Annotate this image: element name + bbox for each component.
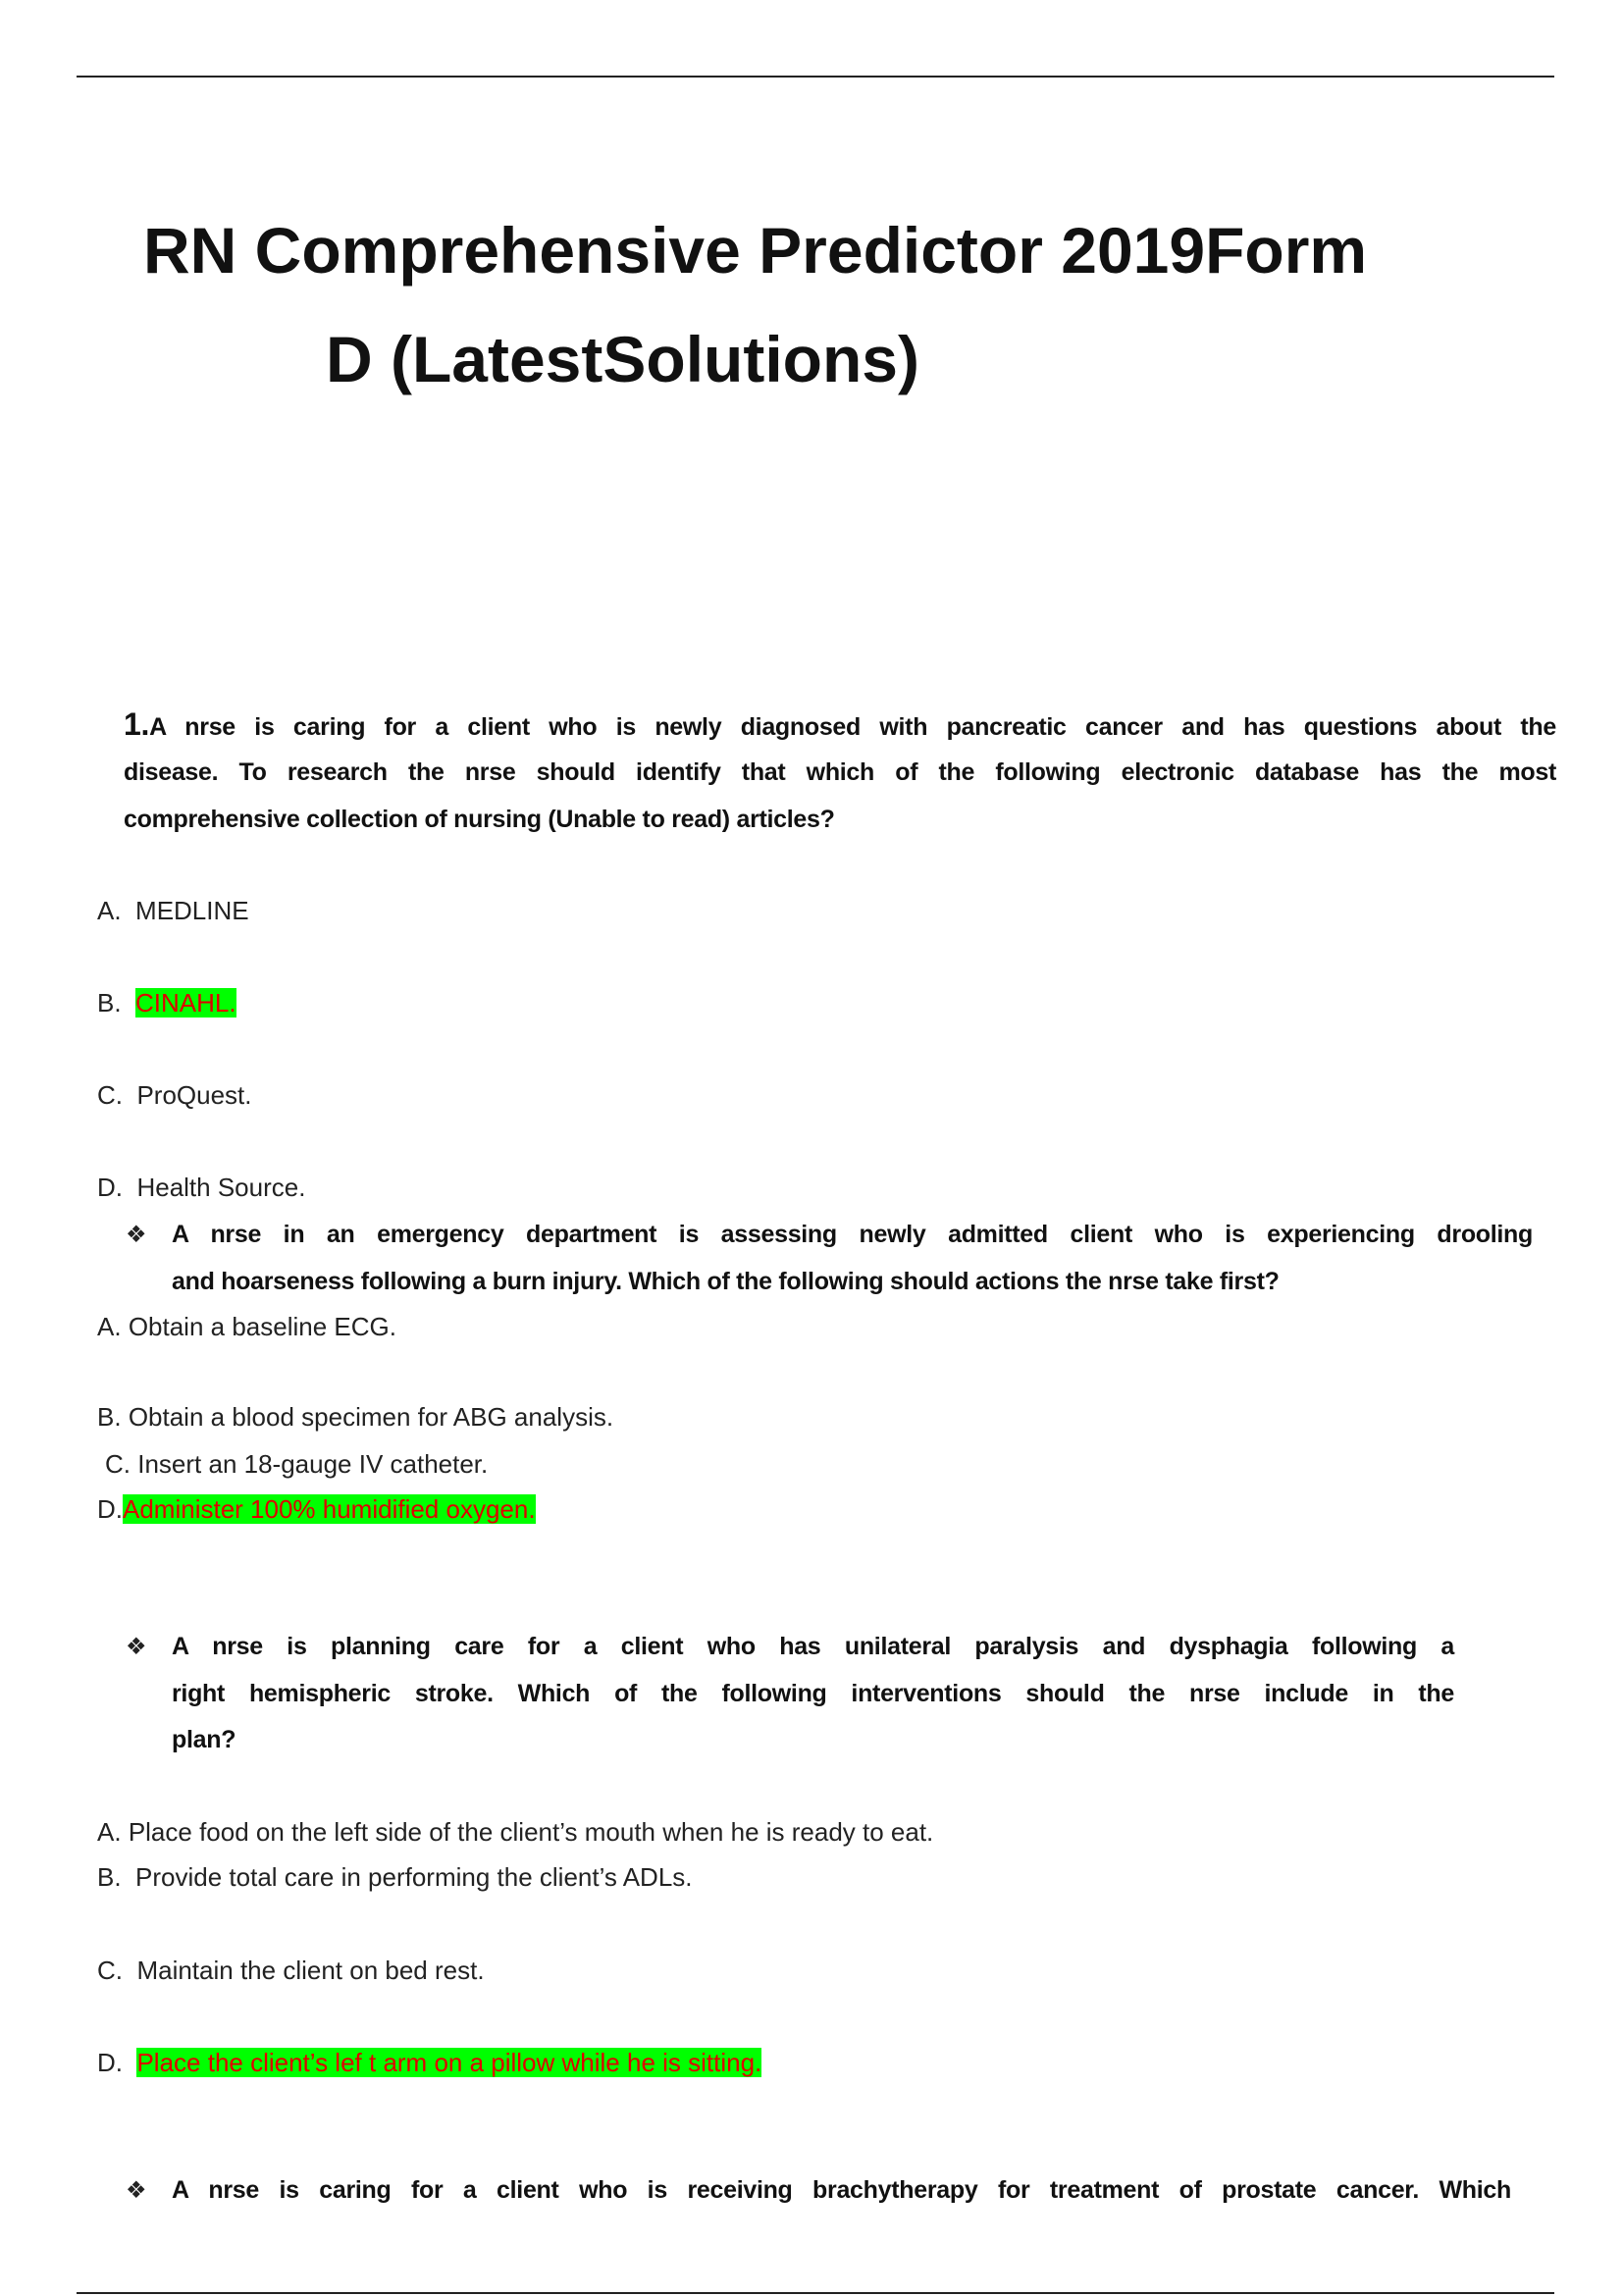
option-d: D.Administer 100% humidified oxygen. bbox=[97, 1494, 536, 1524]
option-a: A. MEDLINE bbox=[97, 896, 249, 925]
option-c: C. Insert an 18-gauge IV catheter. bbox=[105, 1449, 489, 1479]
diamond-bullet-icon: ❖ bbox=[126, 2177, 147, 2204]
correct-answer-highlight: Place the client’s lef t arm on a pillow while he is sitting. bbox=[136, 2048, 762, 2077]
question-number: 1. bbox=[124, 706, 150, 742]
question-text-line: A nrse is caring for a client who is receiving brachytherapy for treatment of prostate cancer. Which bbox=[172, 2176, 1511, 2204]
question-text-line: right hemispheric stroke. Which of the following interventions should the nrse include in the bbox=[172, 1680, 1454, 1707]
question-text-line: comprehensive collection of nursing (Unable to read) articles? bbox=[124, 806, 835, 833]
option-b: B. CINAHL. bbox=[97, 988, 236, 1018]
question-text-line: A nrse in an emergency department is assessing newly admitted client who is experiencing drooling bbox=[172, 1221, 1533, 1248]
bottom-rule bbox=[77, 2292, 1554, 2294]
question-text-line: plan? bbox=[172, 1726, 236, 1753]
option-d: D. Health Source. bbox=[97, 1173, 306, 1202]
option-b: B. Provide total care in performing the client’s ADLs. bbox=[97, 1862, 693, 1892]
option-a: A. Place food on the left side of the client’s mouth when he is ready to eat. bbox=[97, 1817, 934, 1847]
correct-answer-highlight: Administer 100% humidified oxygen. bbox=[123, 1494, 536, 1524]
document-title-line2: D (LatestSolutions) bbox=[326, 323, 919, 395]
diamond-bullet-icon: ❖ bbox=[126, 1634, 147, 1660]
option-c: C. ProQuest. bbox=[97, 1080, 252, 1110]
option-c: C. Maintain the client on bed rest. bbox=[97, 1956, 485, 1985]
option-a: A. Obtain a baseline ECG. bbox=[97, 1312, 396, 1341]
diamond-bullet-icon: ❖ bbox=[126, 1222, 147, 1248]
question-text-line: disease. To research the nrse should identify that which of the following electronic database has the most bbox=[124, 758, 1556, 786]
top-rule bbox=[77, 76, 1554, 78]
question-text-line: A nrse is planning care for a client who has unilateral paralysis and dysphagia following a bbox=[172, 1633, 1454, 1660]
option-d: D. Place the client’s lef t arm on a pillow while he is sitting. bbox=[97, 2048, 762, 2077]
option-b: B. Obtain a blood specimen for ABG analysis. bbox=[97, 1402, 614, 1432]
document-title-line1: RN Comprehensive Predictor 2019Form bbox=[143, 214, 1368, 287]
correct-answer-highlight: CINAHL. bbox=[135, 988, 236, 1018]
question-text-line: 1.A nrse is caring for a client who is newly diagnosed with pancreatic cancer and has questions about the bbox=[124, 706, 1556, 742]
question-text-line: and hoarseness following a burn injury. Which of the following should actions the nrse take first? bbox=[172, 1268, 1280, 1295]
